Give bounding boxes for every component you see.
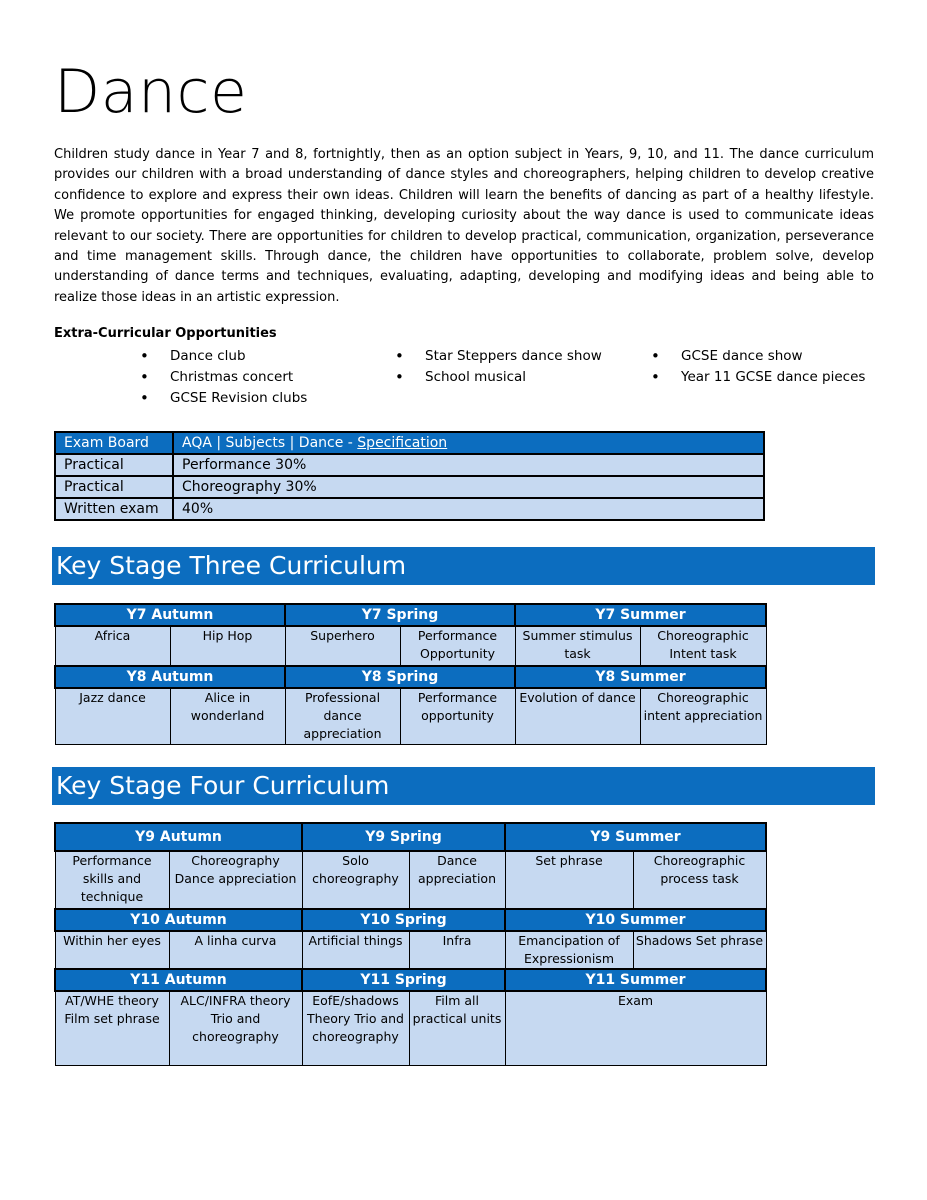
- table-row: [55, 851, 766, 909]
- term-header: Y10 Spring: [302, 909, 505, 931]
- topic-cell: Summer stimulus task: [515, 626, 640, 666]
- extra-curricular-list-2: [395, 346, 602, 388]
- topic-cell: EofE/shadows Theory Trio and choreography: [302, 991, 409, 1065]
- extra-curricular-list-1: [140, 346, 307, 409]
- topic-cell: Within her eyes: [55, 931, 169, 969]
- topic-cell: ALC/INFRA theory Trio and choreography: [169, 991, 302, 1065]
- table-row: [55, 498, 764, 520]
- topic-cell: AT/WHE theory Film set phrase: [55, 991, 169, 1065]
- topic-cell: Choreographic intent appreciation: [640, 688, 766, 744]
- term-header: Y10 Summer: [505, 909, 766, 931]
- topic-cell: Film all practical units: [409, 991, 505, 1065]
- term-header: Y7 Spring: [285, 604, 515, 626]
- list-item: • Star Steppers dance show: [395, 346, 602, 367]
- topic-cell: Alice in wonderland: [170, 688, 285, 744]
- exam-board-text: AQA | Subjects | Dance -: [182, 435, 358, 451]
- list-item: • School musical: [395, 367, 602, 388]
- term-header: Y11 Summer: [505, 969, 766, 991]
- topic-cell: Choreographic process task: [633, 851, 766, 909]
- table-row: [55, 688, 766, 744]
- topic-cell: Dance appreciation: [409, 851, 505, 909]
- term-header: Y11 Autumn: [55, 969, 302, 991]
- table-row: [55, 432, 764, 454]
- table-row: [55, 666, 766, 688]
- topic-cell: Africa: [55, 626, 170, 666]
- topic-cell: Choreographic Intent task: [640, 626, 766, 666]
- exam-row-label: Practical: [55, 454, 173, 476]
- term-header: Y9 Spring: [302, 823, 505, 851]
- term-header: Y8 Spring: [285, 666, 515, 688]
- term-header: Y9 Autumn: [55, 823, 302, 851]
- specification-link[interactable]: Specification: [357, 435, 448, 451]
- topic-cell: Performance Opportunity: [400, 626, 515, 666]
- topic-cell: Professional dance appreciation: [285, 688, 400, 744]
- exam-row-value: 40%: [173, 498, 764, 520]
- topic-cell: Performance skills and technique: [55, 851, 169, 909]
- list-item: • Dance club: [140, 346, 307, 367]
- exam-board-value: [173, 432, 764, 454]
- page-title: Dance: [54, 57, 248, 127]
- term-header: Y8 Autumn: [55, 666, 285, 688]
- term-header: Y7 Summer: [515, 604, 766, 626]
- topic-cell: Jazz dance: [55, 688, 170, 744]
- table-row: [55, 626, 766, 666]
- list-item: • Christmas concert: [140, 367, 307, 388]
- topic-cell: Solo choreography: [302, 851, 409, 909]
- table-row: [55, 931, 766, 969]
- term-header: Y8 Summer: [515, 666, 766, 688]
- ks3-heading: Key Stage Three Curriculum: [52, 547, 875, 585]
- topic-cell: Infra: [409, 931, 505, 969]
- topic-cell: A linha curva: [169, 931, 302, 969]
- exam-board-table: [54, 431, 765, 521]
- topic-cell: Artificial things: [302, 931, 409, 969]
- exam-row-value: Choreography 30%: [173, 476, 764, 498]
- ks3-curriculum-table: [54, 603, 767, 745]
- table-row: [55, 991, 766, 1065]
- term-header: Y9 Summer: [505, 823, 766, 851]
- topic-cell: Exam: [505, 991, 766, 1065]
- table-row: [55, 909, 766, 931]
- table-row: [55, 823, 766, 851]
- table-row: [55, 476, 764, 498]
- table-row: [55, 454, 764, 476]
- list-item: • Year 11 GCSE dance pieces: [651, 367, 865, 388]
- extra-curricular-list-3: [651, 346, 865, 388]
- topic-cell: Evolution of dance: [515, 688, 640, 744]
- exam-row-label: Written exam: [55, 498, 173, 520]
- topic-cell: Superhero: [285, 626, 400, 666]
- topic-cell: Hip Hop: [170, 626, 285, 666]
- topic-cell: Performance opportunity: [400, 688, 515, 744]
- list-item: • GCSE Revision clubs: [140, 388, 307, 409]
- term-header: Y10 Autumn: [55, 909, 302, 931]
- table-row: [55, 604, 766, 626]
- extra-curricular-heading: Extra-Curricular Opportunities: [54, 326, 277, 341]
- term-header: Y7 Autumn: [55, 604, 285, 626]
- topic-cell: Choreography Dance appreciation: [169, 851, 302, 909]
- list-item: • GCSE dance show: [651, 346, 865, 367]
- topic-cell: Shadows Set phrase: [633, 931, 766, 969]
- ks4-curriculum-table: [54, 822, 767, 1066]
- intro-paragraph: Children study dance in Year 7 and 8, fortnightly, then as an option subject in Years, 9, 10, and 11. The dance curriculum provides our children with a broad understanding of dance styles and choreographers, helping children to develop creative confidence to explore and express their own ideas. Children will learn the benefits of dancing as part of a healthy lifestyle. We promote opportunities for engaged thinking, developing curiosity about the way dance is used to communicate ideas relevant to our society. There are opportunities for children to develop practical, communication, organization, perseverance and time management skills. Through dance, the children have opportunities to collaborate, problem solve, develop understanding of dance terms and techniques, evaluating, adapting, developing and modifying ideas and being able to realize those ideas in an artistic expression.: [54, 147, 874, 305]
- exam-row-value: Performance 30%: [173, 454, 764, 476]
- ks4-heading: Key Stage Four Curriculum: [52, 767, 875, 805]
- table-row: [55, 969, 766, 991]
- topic-cell: Emancipation of Expressionism: [505, 931, 633, 969]
- exam-row-label: Practical: [55, 476, 173, 498]
- term-header: Y11 Spring: [302, 969, 505, 991]
- topic-cell: Set phrase: [505, 851, 633, 909]
- exam-board-label: Exam Board: [55, 432, 173, 454]
